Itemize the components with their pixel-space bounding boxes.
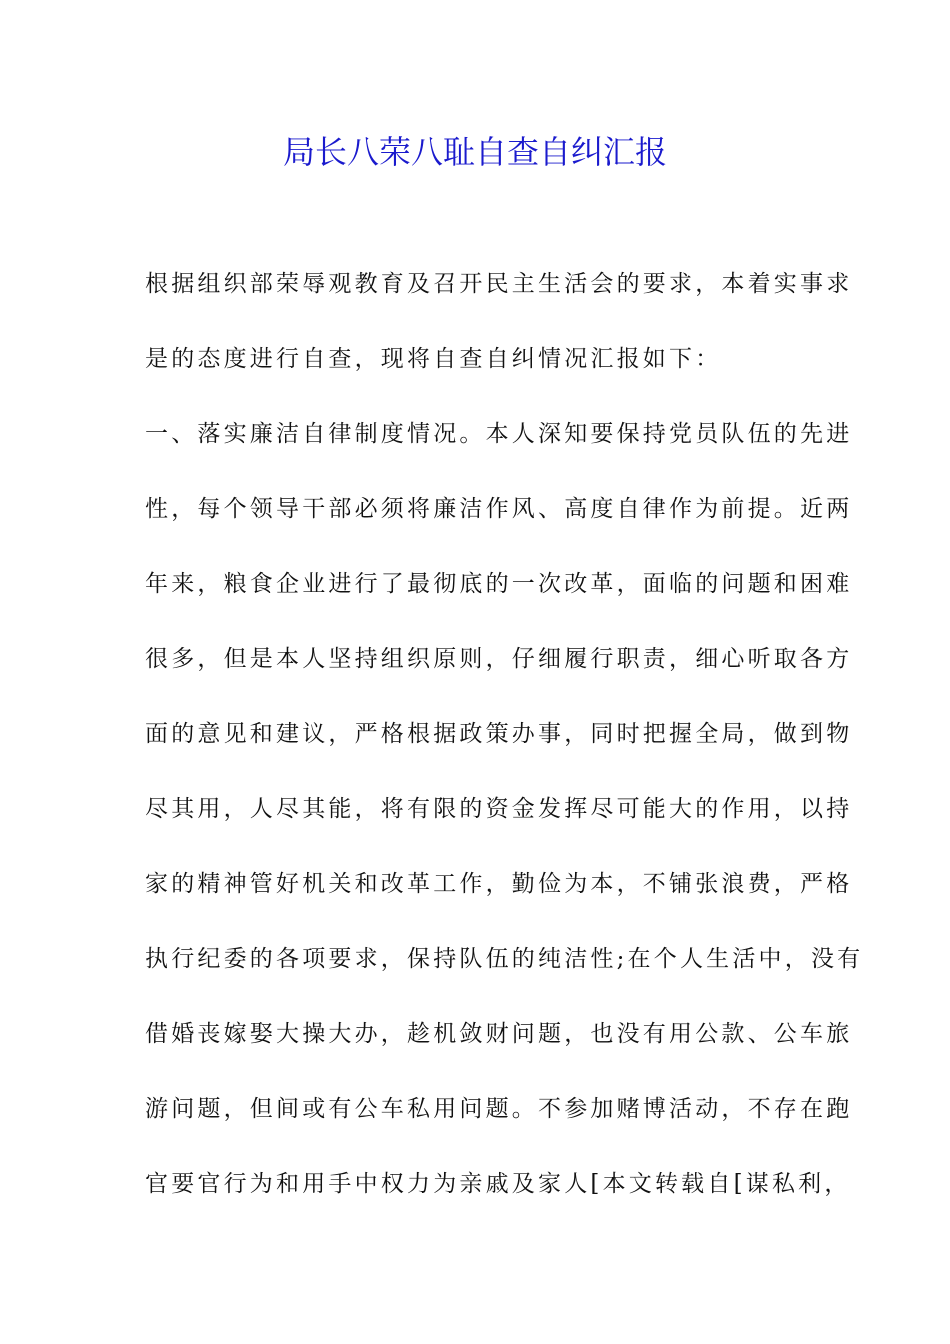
body-line-8: 尽其用，人尽其能，将有限的资金发挥尽可能大的作用，以持 [145,796,853,822]
body-line-2: 是的态度进行自查，现将自查自纠情况汇报如下： [145,346,722,372]
body-line-7: 面的意见和建议，严格根据政策办事，同时把握全局，做到物 [145,721,853,747]
body-line-12: 游问题，但间或有公车私用问题。不参加赌博活动，不存在跑 [145,1096,853,1122]
body-line-5: 年来，粮食企业进行了最彻底的一次改革，面临的问题和困难 [145,571,853,597]
body-line-6: 很多，但是本人坚持组织原则，仔细履行职责，细心听取各方 [145,646,853,672]
body-line-4: 性，每个领导干部必须将廉洁作风、高度自律作为前提。近两 [145,496,853,522]
body-line-3: 一、落实廉洁自律制度情况。本人深知要保持党员队伍的先进 [145,421,853,447]
body-line-10: 执行纪委的各项要求，保持队伍的纯洁性;在个人生活中，没有 [145,946,864,972]
body-line-1: 根据组织部荣辱观教育及召开民主生活会的要求，本着实事求 [145,271,853,297]
document-body [145,262,864,1237]
document-title: 局长八荣八耻自查自纠汇报 [282,133,667,171]
body-line-9: 家的精神管好机关和改革工作，勤俭为本，不铺张浪费，严格 [145,871,853,897]
body-line-11: 借婚丧嫁娶大操大办，趁机敛财问题，也没有用公款、公车旅 [145,1021,853,1047]
body-line-13: 官要官行为和用手中权力为亲戚及家人[本文转载自[谋私利， [145,1171,851,1197]
